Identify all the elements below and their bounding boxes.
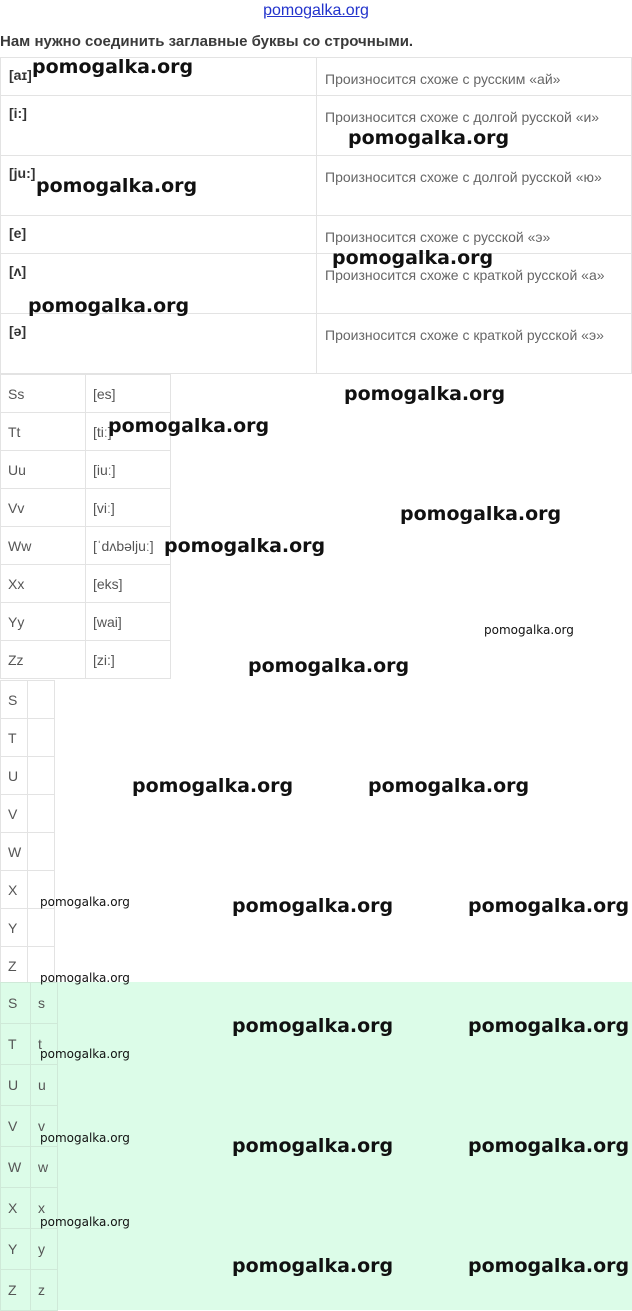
capital-letter-cell: S [1,681,28,719]
watermark: pomogalka.org [332,247,494,269]
lower-letter-cell: t [31,1024,58,1065]
letter-cell: Tt [1,413,86,451]
watermark: pomogalka.org [232,1255,394,1277]
watermark: pomogalka.org [36,175,198,197]
lower-letter-cell: z [31,1270,58,1311]
phonetic-description: Произносится схоже с краткой русской «а» [317,254,632,314]
upper-letter-cell: T [1,1024,31,1065]
phonetic-description: Произносится схоже с русской «э» [317,216,632,254]
upper-letter-cell: S [1,983,31,1024]
capital-letter-cell: U [1,757,28,795]
phonetic-description: Произносится схоже с долгой русской «ю» [317,156,632,216]
watermark: pomogalka.org [40,1047,130,1061]
table-row [1,375,171,413]
capital-letter-cell: T [1,719,28,757]
watermark: pomogalka.org [484,623,574,637]
capital-letter-cell: Z [1,947,28,985]
phonetic-symbol: [ju:] [1,156,317,216]
transcription-cell: [wai] [86,603,171,641]
watermark: pomogalka.org [232,1015,394,1037]
empty-answer-cell [28,681,55,719]
upper-letter-cell: W [1,1147,31,1188]
watermark: pomogalka.org [468,1135,630,1157]
table-row [1,527,171,565]
watermark: pomogalka.org [468,895,630,917]
lower-letter-cell: y [31,1229,58,1270]
watermark: pomogalka.org [248,655,410,677]
empty-answer-cell [28,757,55,795]
phonetic-description: Произносится схоже с долгой русской «и» [317,96,632,156]
answer-table [0,982,58,1311]
lower-letter-cell: w [31,1147,58,1188]
transcription-cell: [ˈdʌbəljuː] [86,527,171,565]
table-row [1,451,171,489]
table-row [1,603,171,641]
capitals-table [0,680,55,985]
empty-answer-cell [28,719,55,757]
watermark: pomogalka.org [40,1131,130,1145]
capital-letter-cell: V [1,795,28,833]
watermark: pomogalka.org [368,775,530,797]
capital-letter-cell: X [1,871,28,909]
watermark: pomogalka.org [468,1015,630,1037]
phonetic-symbol: [ə] [1,314,317,374]
watermark: pomogalka.org [32,56,194,78]
watermark: pomogalka.org [348,127,510,149]
transcription-cell: [iuː] [86,451,171,489]
phonetic-symbol: [aɪ] [1,58,317,96]
watermark: pomogalka.org [40,971,130,985]
transcription-cell: [eks] [86,565,171,603]
table-row [1,1065,58,1106]
table-row [1,681,55,719]
table-row [1,489,171,527]
table-row [1,1270,58,1311]
phonetic-symbol: [i:] [1,96,317,156]
watermark: pomogalka.org [108,415,270,437]
lower-letter-cell: u [31,1065,58,1106]
lower-letter-cell: x [31,1188,58,1229]
phonetic-symbol: [e] [1,216,317,254]
empty-answer-cell [28,795,55,833]
table-row [1,833,55,871]
capital-letter-cell: W [1,833,28,871]
site-link[interactable]: pomogalka.org [263,2,369,19]
table-row [1,757,55,795]
letter-cell: Ww [1,527,86,565]
empty-answer-cell [28,909,55,947]
watermark: pomogalka.org [400,503,562,525]
upper-letter-cell: U [1,1065,31,1106]
table-row [1,795,55,833]
transcription-cell: [zi:] [86,641,171,679]
table-row [1,1229,58,1270]
watermark: pomogalka.org [132,775,294,797]
table-row [1,909,55,947]
watermark: pomogalka.org [164,535,326,557]
upper-letter-cell: Y [1,1229,31,1270]
phonetic-description: Произносится схоже с русским «ай» [317,58,632,96]
transcription-cell: [viː] [86,489,171,527]
letter-cell: Zz [1,641,86,679]
phonetics-table [0,57,632,374]
phonetic-symbol: [ʌ] [1,254,317,314]
letter-cell: Xx [1,565,86,603]
table-row [1,983,58,1024]
upper-letter-cell: X [1,1188,31,1229]
table-row [1,314,632,374]
watermark: pomogalka.org [40,895,130,909]
capital-letter-cell: Y [1,909,28,947]
lower-letter-cell: v [31,1106,58,1147]
table-row [1,1147,58,1188]
lower-letter-cell: s [31,983,58,1024]
upper-letter-cell: V [1,1106,31,1147]
empty-answer-cell [28,833,55,871]
transcription-cell: [tiː] [86,413,171,451]
upper-letter-cell: Z [1,1270,31,1311]
table-row [1,565,171,603]
watermark: pomogalka.org [468,1255,630,1277]
watermark: pomogalka.org [232,1135,394,1157]
table-row [1,216,632,254]
task-heading: Нам нужно соединить заглавные буквы со строчными. [0,33,414,50]
table-row [1,641,171,679]
transcription-cell: [es] [86,375,171,413]
letter-cell: Vv [1,489,86,527]
watermark: pomogalka.org [28,295,190,317]
watermark: pomogalka.org [40,1215,130,1229]
letter-cell: Uu [1,451,86,489]
watermark: pomogalka.org [344,383,506,405]
phonetic-description: Произносится схоже с краткой русской «э» [317,314,632,374]
letter-cell: Ss [1,375,86,413]
table-row [1,96,632,156]
letter-cell: Yy [1,603,86,641]
table-row [1,719,55,757]
watermark: pomogalka.org [232,895,394,917]
